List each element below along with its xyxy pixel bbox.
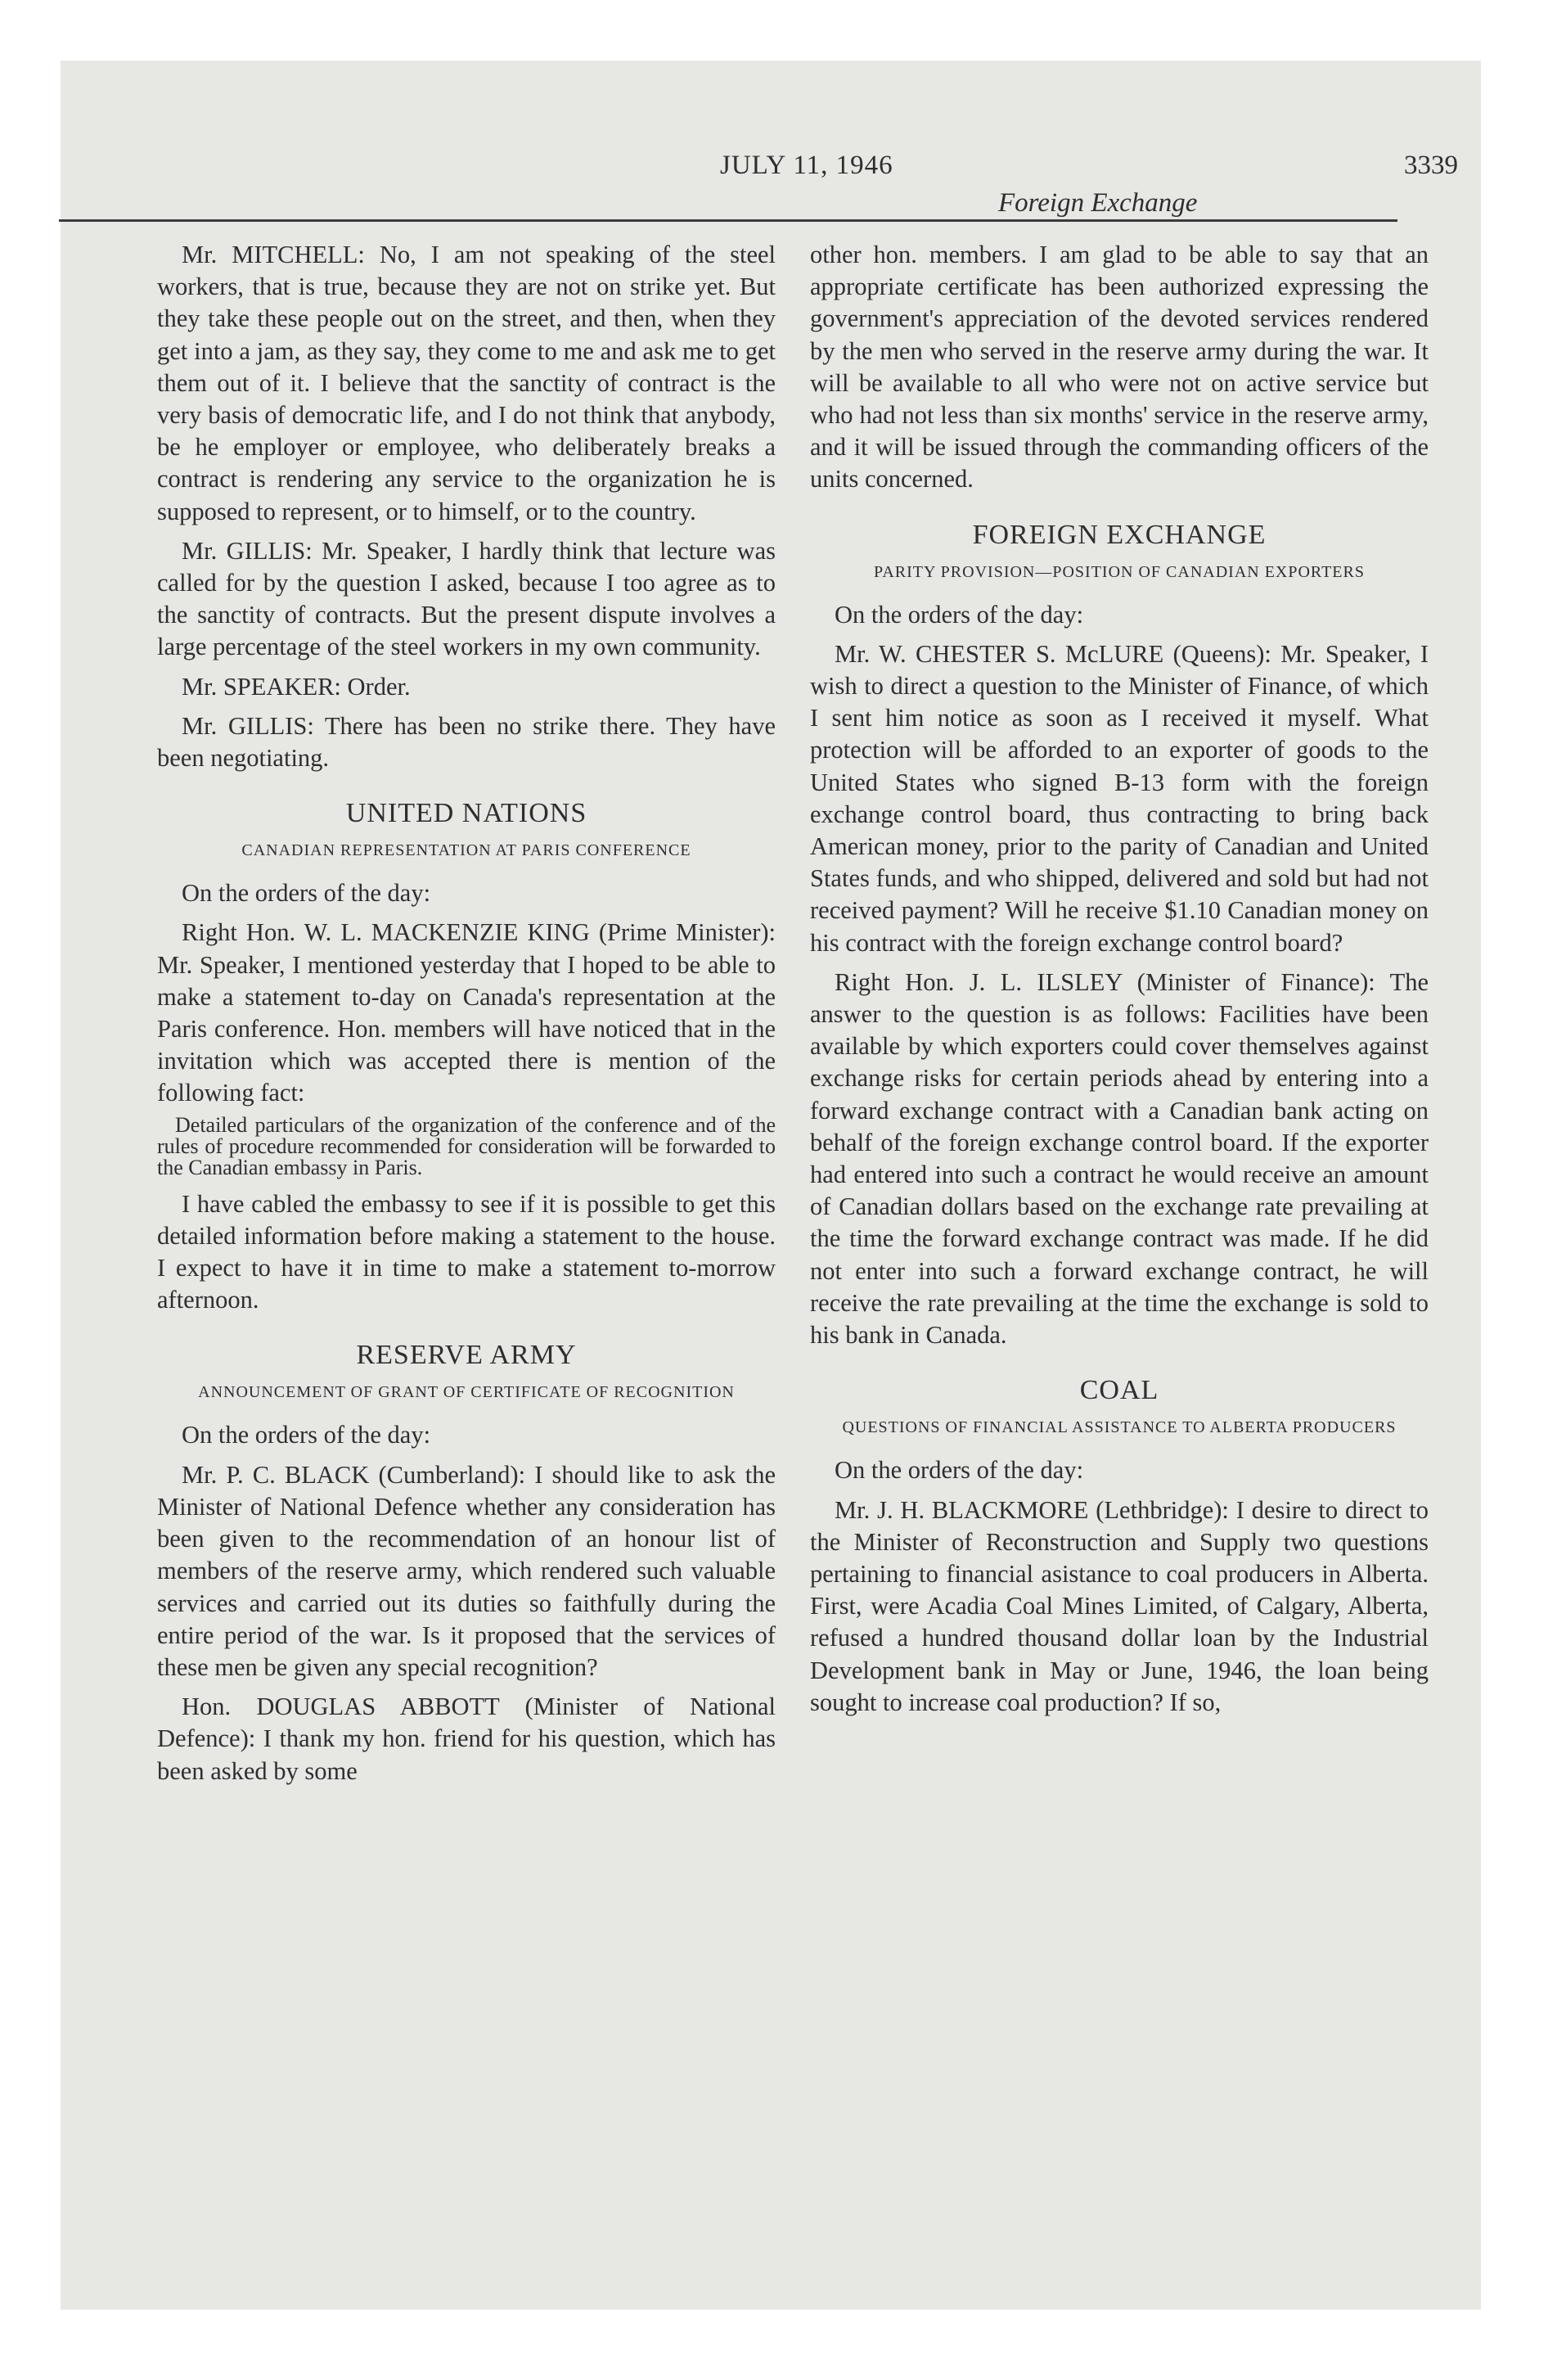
header-rule [59, 219, 1397, 222]
section-heading-reserve-army: RESERVE ARMY [356, 1340, 577, 1371]
page-header [142, 141, 1458, 231]
mitchell-remarks: Mr. MITCHELL: No, I am not speaking of the steel workers, that is true, because they are not on strike yet. But they take these people out on the street, and then, when they get into a jam, as they say, they come to me and ask me to get them out of it. I believe that the sanctity of contract is the very basis of democratic life, and I do not think that anybody, be he employer or employee, who deliberately breaks a contract is rendering any service to the organization he is supposed to represent, or to himself, or to the country. [157, 241, 776, 525]
orders-of-the-day: On the orders of the day: [835, 600, 1084, 629]
abbott-reply-cont: other hon. members. I am glad to be able to say that an appropriate certificate has been authorized expressing the government's appreciation of the devoted services rendered by the men who served in the reserve army during the war. It will be available to all who were not on active service but who had not less than six months' service in the reserve army, and it will be issued through the commanding officers of the units concerned. [810, 241, 1429, 494]
section-heading-foreign-exchange: FOREIGN EXCHANGE [972, 519, 1267, 550]
mclure-question: Mr. W. CHESTER S. McLURE (Queens): Mr. Speaker, I wish to direct a question to the Minister of Finance, of which I sent him notice as soon as I received it myself. What protection will be afforded to an exporter of goods to the United States who signed B-13 form with the foreign exchange control board, thus contracting to bring back American money, prior to the parity of Canadian and United States funds, and who shipped, delivered and sold but had not received payment? Will he receive $1.10 Canadian money on his contract with the foreign exchange control board? [810, 639, 1429, 957]
header-subject: Foreign Exchange [998, 188, 1198, 218]
orders-of-the-day: On the orders of the day: [835, 1456, 1084, 1485]
subheading-paris-conference: CANADIAN REPRESENTATION AT PARIS CONFERENCE [241, 841, 691, 860]
ilsley-answer: Right Hon. J. L. ILSLEY (Minister of Finance): The answer to the question is as follows: Facilities have been available by which exporters could cover themselves against exchange risks for certain periods ahead by entering into a forward exchange contract with a Canadian bank acting on behalf of the foreign exchange control board. If the exporter had entered into such a contract he would receive an amount of Canadian dollars based on the exchange rate prevailing at the time the forward exchange contract was made. If he did not enter into such a forward exchange contract, he will receive the rate prevailing at the time the exchange is sold to his bank in Canada. [810, 967, 1429, 1350]
blackmore-question: Mr. J. H. BLACKMORE (Lethbridge): I desire to direct to the Minister of Reconstruction and Supply two questions pertaining to financial asistance to coal producers in Alberta. First, were Acadia Coal Mines Limited, of Calgary, Alberta, refused a hundred thousand dollar loan by the Industrial Development bank in May or June, 1946, the loan being sought to increase coal production? If so, [810, 1495, 1429, 1716]
header-date: JULY 11, 1946 [720, 151, 893, 180]
section-heading-united-nations: UNITED NATIONS [345, 798, 587, 829]
abbott-reply: Hon. DOUGLAS ABBOTT (Minister of National Defence): I thank my hon. friend for his question, which has been asked by some [157, 1693, 776, 1785]
black-question: Mr. P. C. BLACK (Cumberland): I should like to ask the Minister of National Defence whether any consideration has been given to the recommendation of an honour list of members of the reserve army, which rendered such valuable services and carried out its duties so faithfully during the entire period of the war. Is it proposed that the services of these men be given any special recognition? [157, 1460, 776, 1681]
subheading-alberta-producers: QUESTIONS OF FINANCIAL ASSISTANCE TO ALBERTA PRODUCERS [842, 1418, 1397, 1437]
gillis-reply: Mr. GILLIS: There has been no strike there. They have been negotiating. [157, 711, 776, 773]
king-statement-cont: I have cabled the embassy to see if it is possible to get this detailed information before making a statement to the house. I expect to have it in time to make a statement to-morrow afternoon. [157, 1189, 776, 1314]
quoted-invitation: Detailed particulars of the organization of the conference and of the rules of procedure recommended for consideration will be forwarded to the Canadian embassy in Paris. [157, 1112, 776, 1179]
subheading-parity-provision: PARITY PROVISION—POSITION OF CANADIAN EXPORTERS [874, 562, 1365, 581]
orders-of-the-day: On the orders of the day: [182, 879, 431, 908]
gillis-remarks: Mr. GILLIS: Mr. Speaker, I hardly think that lecture was called for by the question I asked, because I too agree as to the sanctity of contracts. But the present dispute involves a large percentage of the steel workers in my own community. [157, 536, 776, 661]
left-column [157, 239, 776, 1787]
king-statement: Right Hon. W. L. MACKENZIE KING (Prime Minister): Mr. Speaker, I mentioned yesterday that I hoped to be able to make a statement to-day on Canada's representation at the Paris conference. Hon. members will have noticed that in the invitation which was accepted there is mention of the following fact: [157, 918, 776, 1107]
speaker-order: Mr. SPEAKER: Order. [182, 672, 411, 701]
subheading-certificate: ANNOUNCEMENT OF GRANT OF CERTIFICATE OF RECOGNITION [198, 1383, 735, 1402]
orders-of-the-day: On the orders of the day: [182, 1421, 431, 1449]
header-page-number: 3339 [1404, 151, 1458, 180]
section-heading-coal: COAL [1079, 1375, 1159, 1406]
right-column [810, 239, 1429, 1719]
